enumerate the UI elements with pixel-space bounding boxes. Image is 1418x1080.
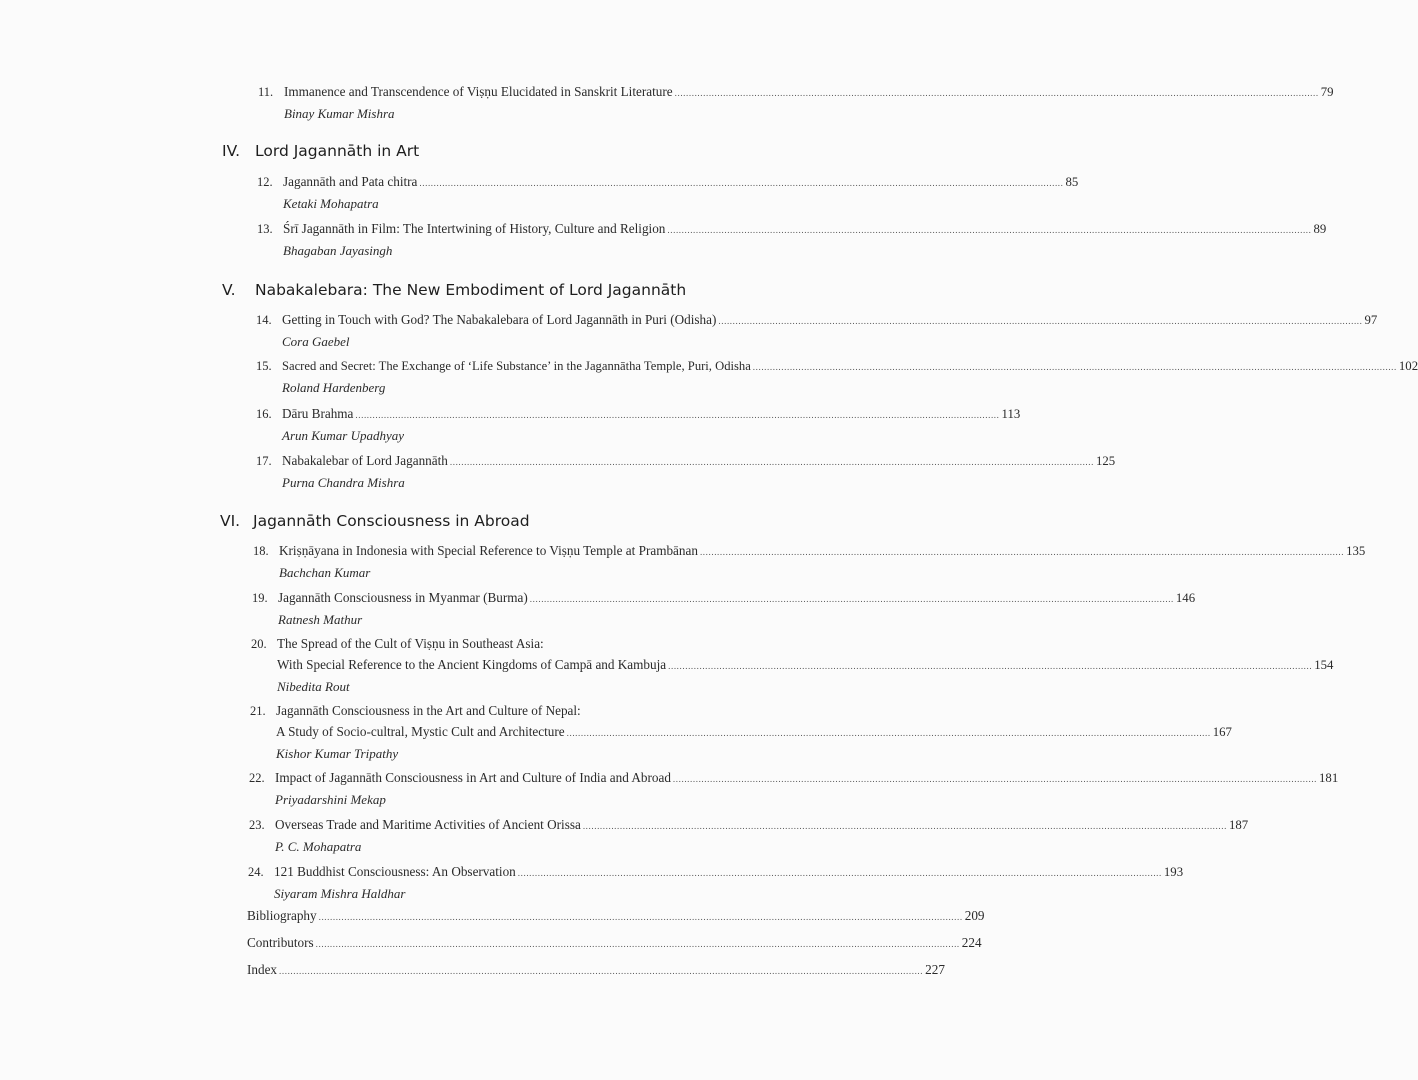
entry-author: Bachchan Kumar — [279, 565, 371, 580]
back-matter-page: 227 — [925, 962, 945, 977]
entry-author: Ratnesh Mathur — [278, 612, 363, 627]
entry-page-number: 146 — [1175, 591, 1196, 605]
entry-author: Siyaram Mishra Haldhar — [274, 886, 406, 901]
toc-entry-17[interactable] — [256, 451, 1116, 492]
entry-title: With Special Reference to the Ancient Kingdoms of Campā and Kambuja — [277, 657, 667, 672]
back-matter-title: Index — [247, 962, 278, 977]
dot-leader: .................................................................................................................................................................................................................................. — [315, 939, 960, 949]
entry-page-number: 97 — [1364, 313, 1378, 327]
section-roman-numeral: V. — [222, 281, 236, 299]
dot-leader: .................................................................................................................................................................................................................................. — [699, 547, 1345, 557]
back-matter-title: Bibliography — [247, 908, 317, 923]
section-title: Nabakalebara: The New Embodiment of Lord Jagannāth — [255, 281, 687, 299]
dot-leader: .................................................................................................................................................................................................................................. — [419, 178, 1064, 188]
section-heading-v — [222, 281, 686, 299]
dot-leader: .................................................................................................................................................................................................................................. — [279, 966, 924, 976]
entry-author: Binay Kumar Mishra — [284, 106, 395, 121]
entry-page-number: 125 — [1095, 454, 1116, 468]
entry-author: Bhagaban Jayasingh — [283, 243, 393, 258]
entry-page-number: 181 — [1319, 771, 1339, 785]
entry-title: Śrī Jagannāth in Film: The Intertwining of History, Culture and Religion — [283, 221, 666, 236]
entry-page-number: 135 — [1346, 544, 1366, 558]
entry-title: 121 Buddhist Consciousness: An Observation — [274, 864, 516, 879]
toc-bibliography[interactable] — [247, 908, 985, 924]
dot-leader: .................................................................................................................................................................................................................................. — [566, 728, 1211, 738]
entry-number: 22. — [249, 771, 265, 785]
entry-number: 15. — [256, 359, 272, 373]
entry-page-number: 154 — [1314, 658, 1334, 672]
toc-entry-19[interactable] — [252, 588, 1196, 629]
entry-title: Getting in Touch with God? The Nabakalebara of Lord Jagannāth in Puri (Odisha) — [282, 312, 717, 327]
toc-entry-11[interactable] — [258, 82, 1334, 123]
entry-title-line-1: Jagannāth Consciousness in the Art and Culture of Nepal: — [276, 703, 581, 718]
toc-entry-16[interactable] — [256, 404, 1021, 445]
entry-author: Kishor Kumar Tripathy — [276, 746, 399, 761]
entry-number: 24. — [248, 865, 264, 879]
entry-title: Sacred and Secret: The Exchange of ‘Life Substance’ in the Jagannātha Temple, Puri, Odisha — [282, 359, 751, 373]
entry-number: 20. — [251, 637, 267, 651]
entry-number: 21. — [250, 704, 266, 718]
section-heading-iv — [222, 142, 419, 160]
entry-title: Immanence and Transcendence of Viṣṇu Elucidated in Sanskrit Literature — [284, 84, 673, 99]
entry-number: 11. — [258, 85, 274, 99]
section-title: Lord Jagannāth in Art — [255, 142, 420, 160]
entry-title: Nabakalebar of Lord Jagannāth — [282, 453, 448, 468]
entry-author: Arun Kumar Upadhyay — [282, 428, 405, 443]
entry-page-number: 89 — [1313, 222, 1327, 236]
toc-entry-20[interactable] — [251, 634, 1334, 696]
entry-page-number: 113 — [1001, 407, 1021, 421]
entry-title-line-1: The Spread of the Cult of Viṣṇu in Southeast Asia: — [277, 636, 544, 651]
entry-page-number: 193 — [1163, 865, 1184, 879]
entry-title: Overseas Trade and Maritime Activities of Ancient Orissa — [275, 817, 581, 832]
entry-page-number: 187 — [1228, 818, 1249, 832]
entry-number: 14. — [256, 313, 272, 327]
entry-author: Nibedita Rout — [277, 679, 350, 694]
dot-leader: .................................................................................................................................................................................................................................. — [318, 912, 963, 922]
dot-leader: .................................................................................................................................................................................................................................. — [449, 457, 1094, 467]
back-matter-title: Contributors — [247, 935, 314, 950]
dot-leader: .................................................................................................................................................................................................................................. — [517, 868, 1162, 878]
dot-leader: .................................................................................................................................................................................................................................. — [718, 316, 1363, 326]
entry-title: Jagannāth and Pata chitra — [283, 174, 418, 189]
entry-author: Ketaki Mohapatra — [283, 196, 379, 211]
dot-leader: .................................................................................................................................................................................................................................. — [355, 410, 1000, 420]
entry-page-number: 167 — [1212, 725, 1232, 739]
entry-number: 16. — [256, 407, 272, 421]
toc-contributors[interactable] — [247, 935, 982, 951]
toc-entry-15[interactable] — [256, 357, 1418, 397]
entry-title: Dāru Brahma — [282, 406, 354, 421]
section-roman-numeral: VI. — [220, 512, 241, 530]
dot-leader: .................................................................................................................................................................................................................................. — [529, 594, 1174, 604]
entry-number: 17. — [256, 454, 272, 468]
dot-leader: .................................................................................................................................................................................................................................. — [752, 362, 1397, 372]
dot-leader: .................................................................................................................................................................................................................................. — [667, 225, 1312, 235]
back-matter-page: 209 — [964, 908, 985, 923]
entry-author: Priyadarshini Mekap — [275, 792, 386, 807]
section-heading-vi — [220, 512, 530, 530]
dot-leader: .................................................................................................................................................................................................................................. — [674, 88, 1319, 98]
back-matter-page: 224 — [961, 935, 982, 950]
entry-number: 23. — [249, 818, 265, 832]
entry-number: 13. — [257, 222, 273, 236]
entry-title: Impact of Jagannāth Consciousness in Art and Culture of India and Abroad — [275, 770, 671, 785]
toc-entry-14[interactable] — [256, 310, 1378, 351]
section-roman-numeral: IV. — [222, 142, 241, 160]
entry-title: A Study of Socio-cultral, Mystic Cult and Architecture — [276, 724, 565, 739]
entry-author: Cora Gaebel — [282, 334, 350, 349]
entry-title: Jagannāth Consciousness in Myanmar (Burma) — [278, 590, 528, 605]
toc-entry-24[interactable] — [248, 862, 1184, 903]
toc-entry-13[interactable] — [257, 219, 1327, 260]
toc-entry-12[interactable] — [257, 172, 1079, 213]
entry-page-number: 85 — [1065, 175, 1079, 189]
entry-number: 12. — [257, 175, 273, 189]
entry-number: 18. — [253, 544, 269, 558]
dot-leader: .................................................................................................................................................................................................................................. — [672, 774, 1318, 784]
section-title: Jagannāth Consciousness in Abroad — [253, 512, 530, 530]
entry-number: 19. — [252, 591, 268, 605]
entry-author: Roland Hardenberg — [282, 380, 386, 395]
toc-entry-23[interactable] — [249, 815, 1249, 856]
entry-title: Kriṣṇāyana in Indonesia with Special Reference to Viṣṇu Temple at Prambānan — [279, 543, 698, 558]
entry-author: P. C. Mohapatra — [275, 839, 362, 854]
entry-page-number: 79 — [1320, 85, 1334, 99]
toc-index[interactable] — [247, 962, 945, 978]
toc-entry-18[interactable] — [253, 541, 1366, 582]
entry-page-number: 102 — [1398, 359, 1418, 373]
dot-leader: .................................................................................................................................................................................................................................. — [582, 821, 1227, 831]
entry-author: Purna Chandra Mishra — [282, 475, 405, 490]
dot-leader: .................................................................................................................................................................................................................................. — [668, 661, 1313, 671]
toc-entry-22[interactable] — [249, 768, 1339, 809]
toc-entry-21[interactable] — [250, 701, 1232, 763]
